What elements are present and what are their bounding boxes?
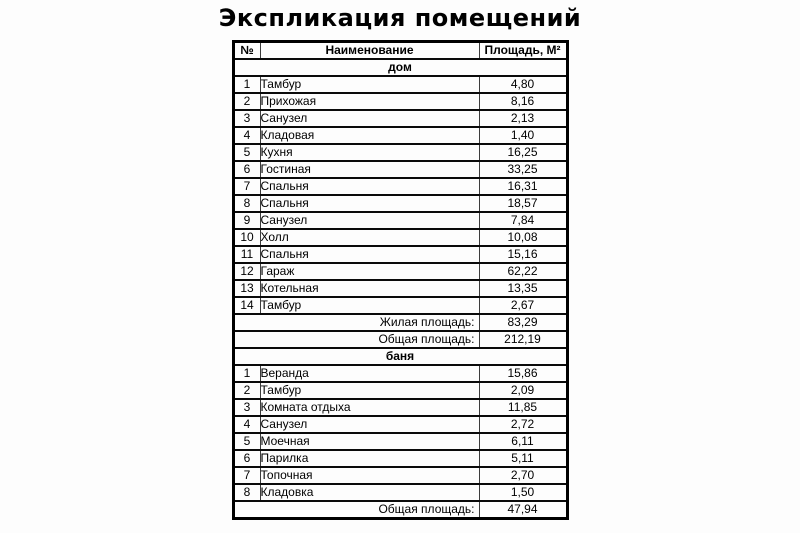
cell-area-value: 18,57 [479, 195, 567, 212]
cell-number: 10 [233, 229, 260, 246]
cell-room-name: Моечная [260, 433, 479, 450]
cell-area-value: 4,80 [479, 76, 567, 93]
cell-room-name: Комната отдыха [260, 399, 479, 416]
cell-number: 4 [233, 416, 260, 433]
summary-row [233, 314, 567, 331]
table-row [233, 365, 567, 382]
cell-number: 14 [233, 297, 260, 314]
cell-number: 1 [233, 365, 260, 382]
cell-room-name: Кладовка [260, 484, 479, 501]
rooms-table [232, 40, 569, 520]
table-row [233, 450, 567, 467]
summary-label: Общая площадь: [233, 501, 479, 519]
header-area: Площадь, М² [479, 42, 567, 60]
table-row [233, 212, 567, 229]
cell-room-name: Гостиная [260, 161, 479, 178]
table-row [233, 416, 567, 433]
section-header-row [233, 348, 567, 365]
cell-number: 9 [233, 212, 260, 229]
table-row [233, 399, 567, 416]
cell-area-value: 2,09 [479, 382, 567, 399]
cell-room-name: Прихожая [260, 93, 479, 110]
summary-value: 47,94 [479, 501, 567, 519]
header-row [233, 42, 567, 60]
summary-row [233, 501, 567, 519]
cell-area-value: 11,85 [479, 399, 567, 416]
cell-area-value: 1,50 [479, 484, 567, 501]
section-label: дом [233, 59, 567, 76]
cell-area-value: 2,67 [479, 297, 567, 314]
cell-number: 6 [233, 161, 260, 178]
cell-area-value: 8,16 [479, 93, 567, 110]
summary-value: 212,19 [479, 331, 567, 348]
header-num: № [233, 42, 260, 60]
cell-room-name: Спальня [260, 246, 479, 263]
summary-value: 83,29 [479, 314, 567, 331]
cell-room-name: Спальня [260, 178, 479, 195]
cell-number: 2 [233, 93, 260, 110]
cell-room-name: Санузел [260, 416, 479, 433]
cell-area-value: 2,72 [479, 416, 567, 433]
table-row [233, 263, 567, 280]
cell-number: 1 [233, 76, 260, 93]
table-row [233, 229, 567, 246]
cell-room-name: Тамбур [260, 382, 479, 399]
cell-room-name: Парилка [260, 450, 479, 467]
cell-room-name: Тамбур [260, 297, 479, 314]
table-row [233, 76, 567, 93]
cell-area-value: 7,84 [479, 212, 567, 229]
cell-area-value: 13,35 [479, 280, 567, 297]
cell-room-name: Тамбур [260, 76, 479, 93]
cell-number: 7 [233, 178, 260, 195]
table-row [233, 178, 567, 195]
cell-area-value: 2,13 [479, 110, 567, 127]
cell-number: 6 [233, 450, 260, 467]
table-row [233, 195, 567, 212]
cell-area-value: 2,70 [479, 467, 567, 484]
cell-area-value: 16,31 [479, 178, 567, 195]
table-row [233, 110, 567, 127]
section-label: баня [233, 348, 567, 365]
cell-area-value: 6,11 [479, 433, 567, 450]
table-body [233, 59, 567, 519]
cell-number: 2 [233, 382, 260, 399]
table-row [233, 144, 567, 161]
cell-room-name: Кладовая [260, 127, 479, 144]
table-row [233, 297, 567, 314]
cell-area-value: 33,25 [479, 161, 567, 178]
table-header [233, 42, 567, 60]
cell-number: 13 [233, 280, 260, 297]
cell-area-value: 15,86 [479, 365, 567, 382]
summary-label: Общая площадь: [233, 331, 479, 348]
cell-number: 11 [233, 246, 260, 263]
cell-area-value: 15,16 [479, 246, 567, 263]
table-row [233, 161, 567, 178]
table-row [233, 382, 567, 399]
table-row [233, 484, 567, 501]
cell-number: 7 [233, 467, 260, 484]
cell-number: 5 [233, 433, 260, 450]
cell-room-name: Веранда [260, 365, 479, 382]
table-row [233, 246, 567, 263]
section-header-row [233, 59, 567, 76]
cell-number: 4 [233, 127, 260, 144]
table-row [233, 93, 567, 110]
cell-room-name: Холл [260, 229, 479, 246]
page-title: Экспликация помещений [218, 4, 582, 32]
cell-number: 12 [233, 263, 260, 280]
cell-room-name: Санузел [260, 110, 479, 127]
cell-room-name: Спальня [260, 195, 479, 212]
cell-area-value: 10,08 [479, 229, 567, 246]
cell-number: 3 [233, 110, 260, 127]
summary-label: Жилая площадь: [233, 314, 479, 331]
cell-room-name: Котельная [260, 280, 479, 297]
cell-area-value: 5,11 [479, 450, 567, 467]
table-row [233, 127, 567, 144]
table-row [233, 280, 567, 297]
table-row [233, 467, 567, 484]
table-row [233, 433, 567, 450]
cell-area-value: 16,25 [479, 144, 567, 161]
cell-room-name: Топочная [260, 467, 479, 484]
cell-area-value: 62,22 [479, 263, 567, 280]
header-name: Наименование [260, 42, 479, 60]
cell-number: 8 [233, 195, 260, 212]
cell-area-value: 1,40 [479, 127, 567, 144]
cell-room-name: Гараж [260, 263, 479, 280]
cell-room-name: Кухня [260, 144, 479, 161]
summary-row [233, 331, 567, 348]
cell-room-name: Санузел [260, 212, 479, 229]
cell-number: 8 [233, 484, 260, 501]
cell-number: 5 [233, 144, 260, 161]
cell-number: 3 [233, 399, 260, 416]
